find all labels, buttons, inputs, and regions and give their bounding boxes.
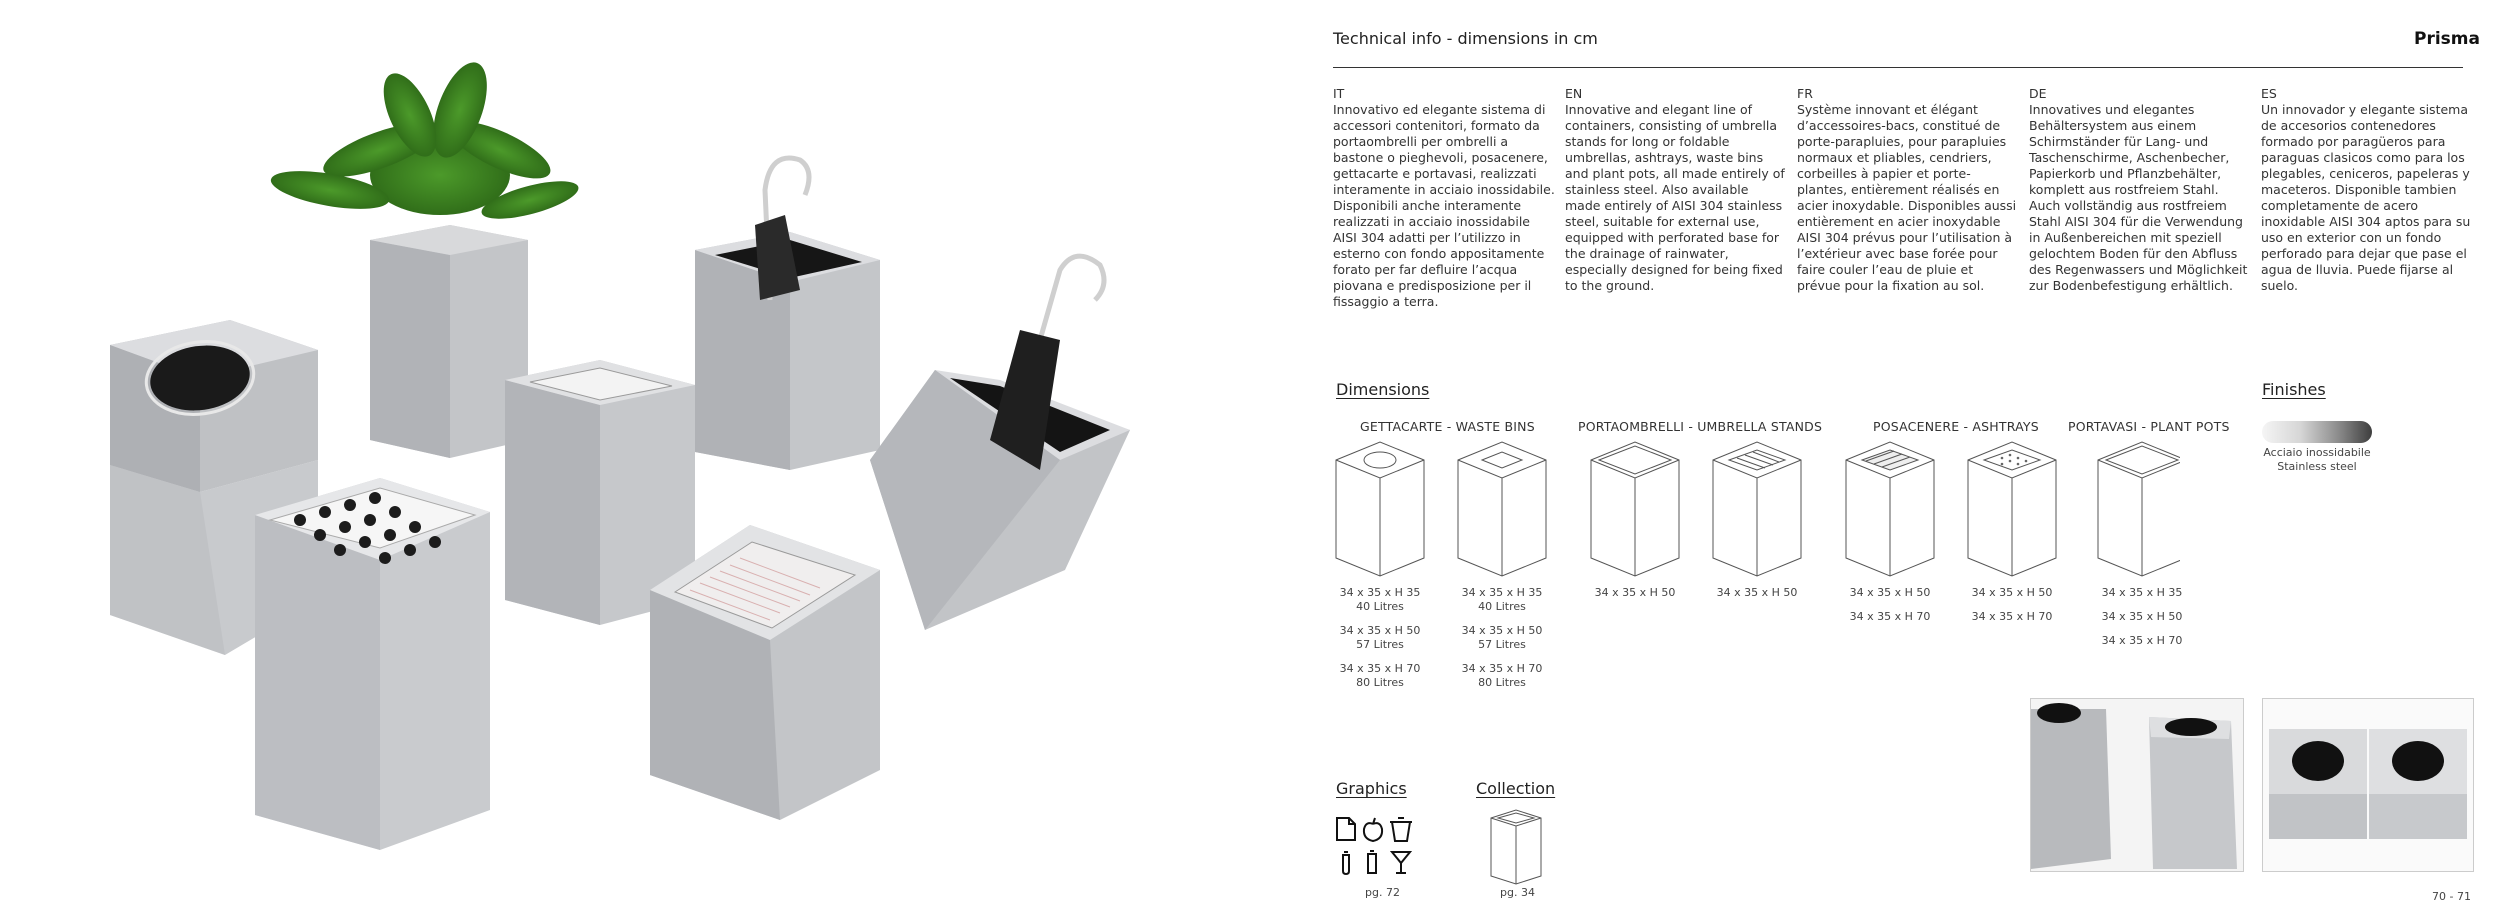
drawing-umbrella-stand-open — [1591, 442, 1679, 576]
drawing-ashtray-dots — [1968, 442, 2056, 576]
lang-text: Innovativo ed elegante sistema di accessori contenitori, formato da portaombrelli per ombrelli a bastone o pieghevoli, posacenere, gettacarte e portavasi, realizzati interamente in acciaio inossidabile. Disponibili anche interamente realizzati in acciaio inossidabile AISI 304 adatti per l’utilizzo in esterno con fondo appositamente forato per far defluire l’acqua piovana e predisposizione per il fissaggio a terra. — [1333, 102, 1555, 309]
can-icon — [1368, 851, 1376, 873]
collection-page-ref: pg. 34 — [1500, 886, 1535, 899]
lang-code: FR — [1797, 86, 1813, 101]
collection-drawing — [1488, 808, 1544, 886]
drawing-plant-pot — [2098, 442, 2180, 576]
product-dims: 34 x 35 x H 50 — [1594, 586, 1676, 599]
drawing-waste-bin-round — [1336, 442, 1424, 576]
product-dims: 34 x 35 x H 35 40 Litres 34 x 35 x H 50 57 Litres 34 x 35 x H 70 80 Litres — [1461, 586, 1543, 689]
finish-label: Acciaio inossidabile Stainless steel — [2263, 446, 2371, 473]
ashtray-grid-front — [650, 525, 880, 820]
category-plant-pots: PORTAVASI - PLANT POTS — [2068, 419, 2230, 434]
graphics-page-ref: pg. 72 — [1365, 886, 1400, 899]
page-numbers: 70 - 71 — [2432, 890, 2471, 903]
drawing-waste-bin-slot — [1458, 442, 1546, 576]
lang-col-fr — [1797, 86, 2019, 294]
lang-code: DE — [2029, 86, 2047, 101]
category-waste-bins: GETTACARTE - WASTE BINS — [1360, 419, 1535, 434]
lang-col-en — [1565, 86, 1787, 294]
product-dims: 34 x 35 x H 50 34 x 35 x H 70 — [1971, 586, 2053, 623]
lang-code: EN — [1565, 86, 1583, 101]
tech-info-title: Technical info - dimensions in cm — [1333, 29, 1598, 48]
product-dims: 34 x 35 x H 50 — [1716, 586, 1798, 599]
right-brand: Prisma — [2414, 29, 2480, 49]
bottle-icon — [1343, 852, 1349, 874]
category-umbrella-stands: PORTAOMBRELLI - UMBRELLA STANDS — [1578, 419, 1823, 434]
dimensions-title: Dimensions — [1336, 380, 1430, 399]
lang-code: ES — [2261, 86, 2277, 101]
header-divider — [1333, 67, 2463, 68]
lang-text: Système innovant et élégant d’accessoires-bacs, constitué de porte-parapluies, pour parapluies normaux et pliables, cendriers, corbeilles à papier et porte-plantes, entièrement réalisés en acier inoxydable. Disponibles aussi entièrement en acier inoxydable AISI 304 prévus pour l’utilisation à l’extérieur avec base forée pour faire couler l’eau de pluie et prévue pour la fixation au sol. — [1797, 102, 2017, 293]
product-dims: 34 x 35 x H 50 34 x 35 x H 70 — [1849, 586, 1931, 623]
glass-icon — [1392, 852, 1410, 873]
lang-text: Innovative and elegant line of containers, consisting of umbrella stands for long or foldable umbrellas, ashtrays, waste bins and plant pots, all made entirely of stainless steel. Also available made entirely of AISI 304 stainless steel, suitable for external use, equipped with perforated base for the drainage of rainwater, especially designed for being fixed to the ground. — [1565, 102, 1785, 293]
lang-code: IT — [1333, 86, 1345, 101]
collection-title: Collection — [1476, 779, 1556, 798]
finishes-title: Finishes — [2262, 380, 2326, 399]
ashtray-perforated — [255, 478, 490, 850]
graphics-icons — [1334, 815, 1416, 877]
lang-text: Innovatives und elegantes Behältersystem aus einem Schirmständer für Lang- und Taschenschirme, Aschenbecher, Papierkorb und Pflanzbehälter, komplett aus rostfreiem Stahl. Auch vollständig aus rostfreiem Stahl AISI 304 für die Verwendung in Außenbereichen mit speziell gelochtem Boden für den Abfluss des Regenwassers und Möglichkeit zur Bodenbefestigung erhältlich. — [2029, 102, 2248, 293]
drawing-umbrella-stand-grid — [1713, 442, 1801, 576]
product-dims: 34 x 35 x H 35 40 Litres 34 x 35 x H 50 57 Litres 34 x 35 x H 70 80 Litres — [1339, 586, 1421, 689]
apple-icon — [1364, 818, 1382, 841]
lang-col-es — [2261, 86, 2483, 294]
lang-text: Un innovador y elegante sistema de accesorios contenedores formado por paragüeros para paraguas clasicos como para los plegables, ceniceros, papeleras y maceteros. Disponible tambien completamente de acero inoxidable AISI 304 aptos para su uso en exterior con un fondo perforado para dejar que pase el agua de lluvia. Puede fijarse al suelo. — [2261, 102, 2471, 293]
drawing-ashtray-grill — [1846, 442, 1934, 576]
lang-col-it — [1333, 86, 1555, 310]
document-icon — [1337, 818, 1355, 840]
graphics-title: Graphics — [1336, 779, 1407, 798]
thumbnail-pair-front — [2262, 698, 2474, 872]
category-ashtrays: POSACENERE - ASHTRAYS — [1873, 419, 2039, 434]
product-dims: 34 x 35 x H 35 34 x 35 x H 50 34 x 35 x H 70 — [2101, 586, 2183, 647]
lang-col-de — [2029, 86, 2251, 294]
product-drawings — [1330, 440, 2180, 590]
thumbnail-pair-angled — [2030, 698, 2244, 872]
bin-icon — [1390, 818, 1412, 841]
stainless-steel-swatch — [2262, 421, 2372, 443]
